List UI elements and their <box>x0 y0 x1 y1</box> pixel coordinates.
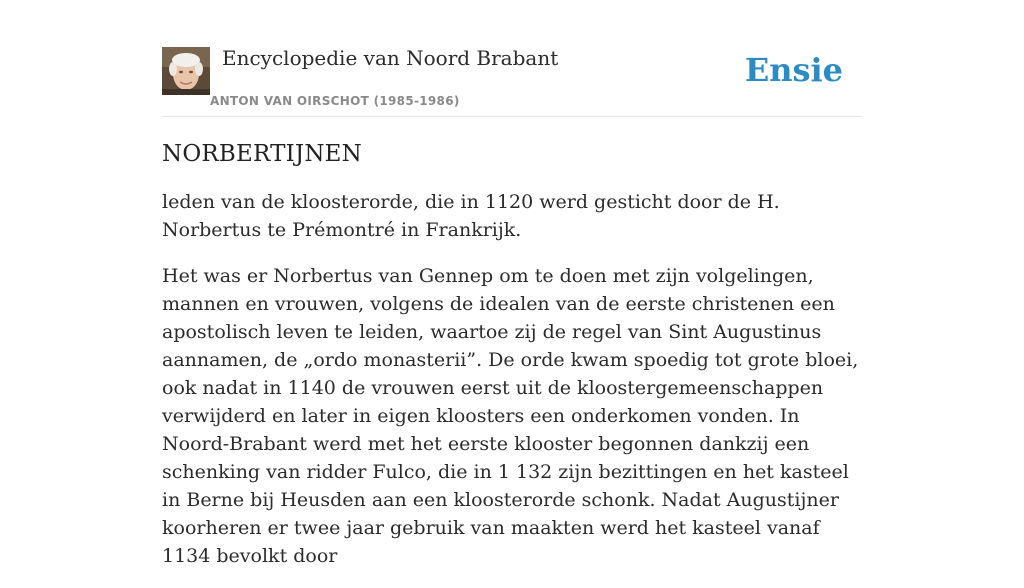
author-avatar[interactable] <box>162 47 210 95</box>
source-header <box>162 0 862 117</box>
article-paragraph: leden van de kloosterorde, die in 1120 werd gesticht door de H. Norbertus te Prémontré in Frankrijk. <box>162 191 780 241</box>
article <box>162 138 862 588</box>
article-paragraph: Het was er Norbertus van Gennep om te doen met zijn volgelingen, mannen en vrouwen, volgens de idealen van de eerste christenen een apostolisch leven te leiden, waartoe zij de regel van Sint Augustinus aannamen, de „ordo monasterii”. De orde kwam spoedig tot grote bloei, ook nadat in 1140 de vrouwen eerst uit de kloostergemeenschappen verwijderd en later in eigen kloosters een onderkomen vonden. In Noord-Brabant werd met het eerste klooster begonnen dankzij een schenking van ridder Fulco, die in 1 132 zijn bezittingen en het kasteel in Berne bij Heusden aan een kloosterorde schonk. Nadat Augustijner koorheren er twee jaar gebruik van maakten werd het kasteel vanaf 1134 bevolkt door <box>162 265 859 567</box>
ensie-logo[interactable]: Ensie <box>744 51 843 89</box>
author-name[interactable]: ANTON VAN OIRSCHOT (1985-1986) <box>210 94 460 108</box>
author-portrait-icon <box>162 47 210 95</box>
entry-title: NORBERTIJNEN <box>162 141 362 167</box>
source-title[interactable]: Encyclopedie van Noord Brabant <box>222 46 559 70</box>
